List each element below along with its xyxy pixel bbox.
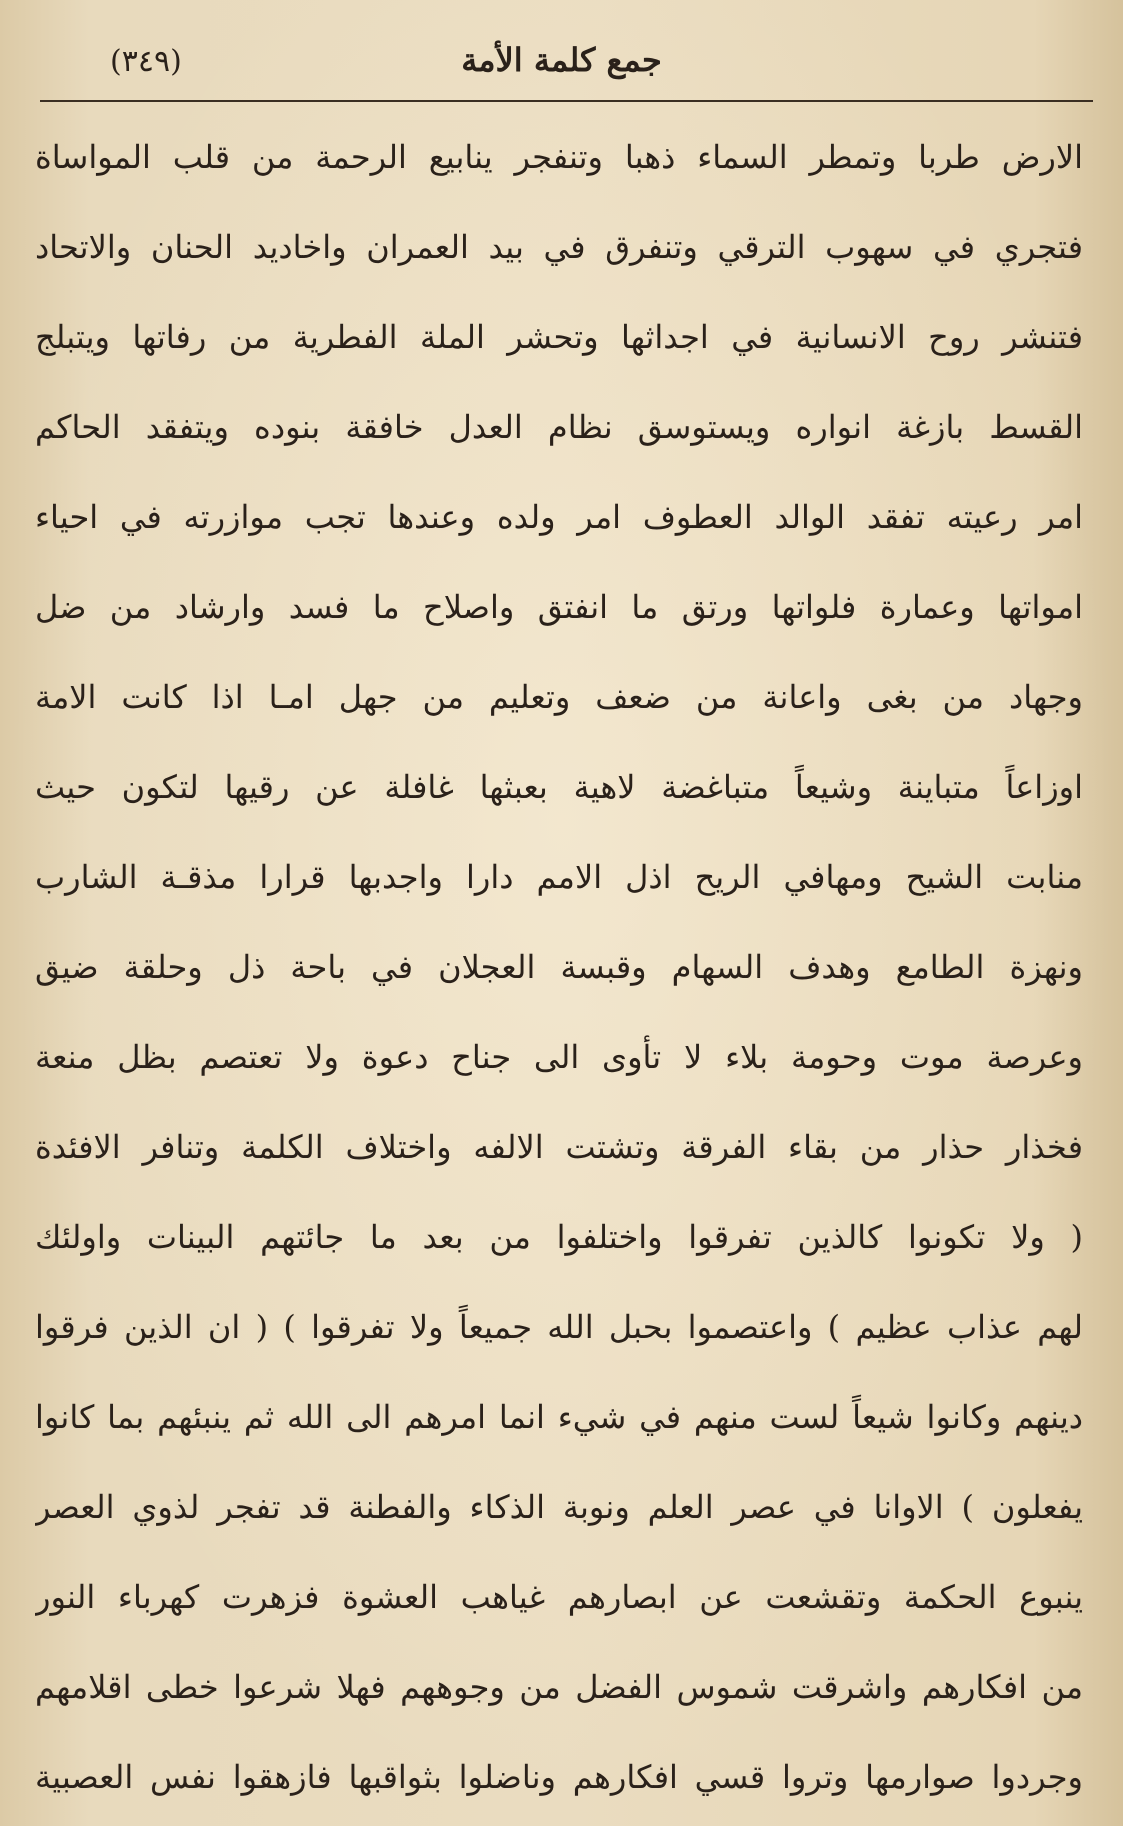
text-line: فتجري في سهوب الترقي وتنفرق في بيد العمران واخاديد الحنان والاتحاد [35, 228, 1083, 266]
body-text [35, 112, 1083, 1822]
text-line: وجهاد من بغى واعانة من ضعف وتعليم من جهل امـا اذا كانت الامة [35, 678, 1083, 716]
text-line: اوزاعاً متباينة وشيعاً متباغضة لاهية بعبثها غافلة عن رقيها لتكون حيث [35, 768, 1083, 806]
header-divider [40, 100, 1093, 102]
page-header [70, 30, 1053, 90]
text-line: وعرصة موت وحومة بلاء لا تأوى الى جناح دعوة ولا تعتصم بظل منعة [35, 1038, 1083, 1076]
text-line: وجردوا صوارمها وتروا قسي افكارهم وناضلوا بثواقبها فازهقوا نفس العصبية [35, 1758, 1083, 1796]
running-title: جمع كلمة الأمة [461, 41, 662, 79]
text-line: امواتها وعمارة فلواتها ورتق ما انفتق واصلاح ما فسد وارشاد من ضل [35, 588, 1083, 626]
text-line: لهم عذاب عظيم ) واعتصموا بحبل الله جميعاً ولا تفرقوا ) ( ان الذين فرقوا [35, 1308, 1083, 1346]
text-line: يفعلون ) الاوانا في عصر العلم ونوبة الذكاء والفطنة قد تفجر لذوي العصر [35, 1488, 1083, 1526]
text-line: ينبوع الحكمة وتقشعت عن ابصارهم غياهب العشوة فزهرت كهرباء النور [35, 1578, 1083, 1616]
text-line: امر رعيته تفقد الوالد العطوف امر ولده وعندها تجب موازرته في احياء [35, 498, 1083, 536]
text-line: القسط بازغة انواره ويستوسق نظام العدل خافقة بنوده ويتفقد الحاكم [35, 408, 1083, 446]
text-line: ( ولا تكونوا كالذين تفرقوا واختلفوا من بعد ما جائتهم البينات واولئك [35, 1218, 1083, 1256]
text-line: ونهزة الطامع وهدف السهام وقبسة العجلان في باحة ذل وحلقة ضيق [35, 948, 1083, 986]
text-line: من افكارهم واشرقت شموس الفضل من وجوههم فهلا شرعوا خطى اقلامهم [35, 1668, 1083, 1706]
text-line: فتنشر روح الانسانية في اجداثها وتحشر الملة الفطرية من رفاتها ويتبلج [35, 318, 1083, 356]
text-line: منابت الشيح ومهافي الريح اذل الامم دارا واجدبها قرارا مذقـة الشارب [35, 858, 1083, 896]
text-line: الارض طربا وتمطر السماء ذهبا وتنفجر ينابيع الرحمة من قلب المواساة [35, 138, 1083, 176]
text-line: دينهم وكانوا شيعاً لست منهم في شيء انما امرهم الى الله ثم ينبئهم بما كانوا [35, 1398, 1083, 1436]
text-line: فخذار حذار من بقاء الفرقة وتشتت الالفه واختلاف الكلمة وتنافر الافئدة [35, 1128, 1083, 1166]
page-number: (٣٤٩) [110, 44, 182, 79]
